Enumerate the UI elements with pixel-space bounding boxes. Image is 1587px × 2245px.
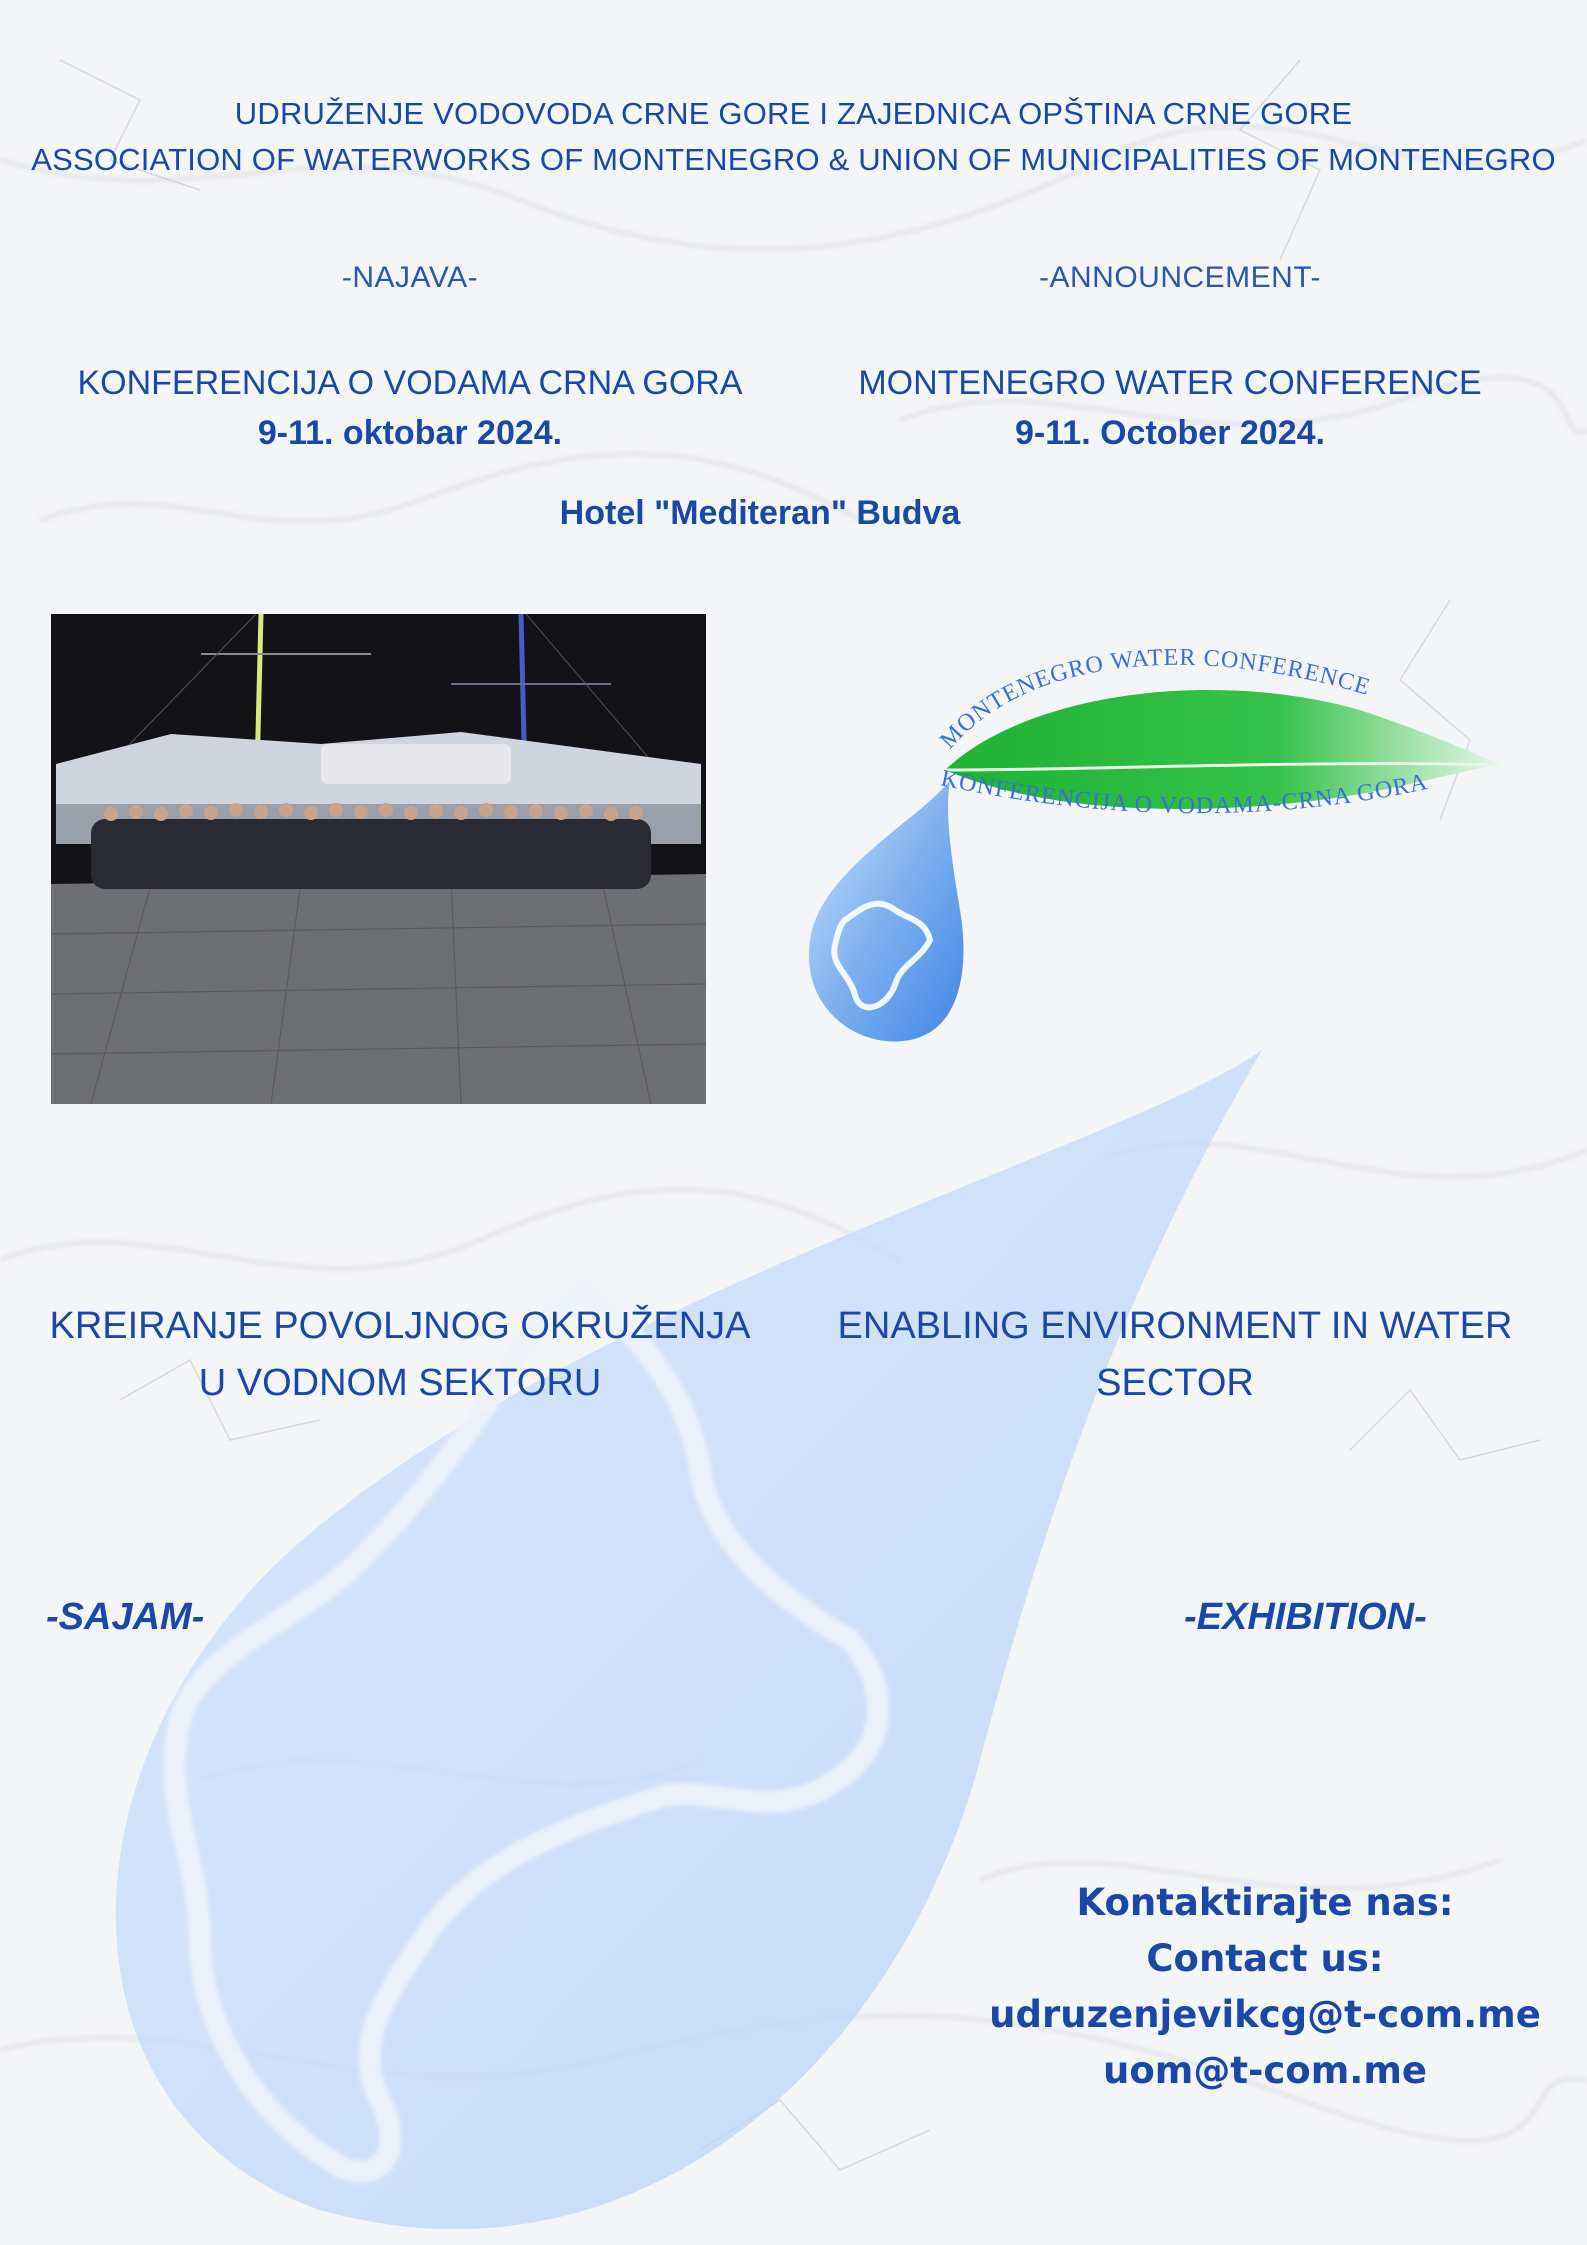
header-line-2: ASSOCIATION OF WATERWORKS OF MONTENEGRO & UNION OF MUNICIPALITIES OF MONTENEGRO xyxy=(31,142,1556,177)
contact-label-local: Kontaktirajte nas: xyxy=(1076,1881,1454,1924)
announce-left: -NAJAVA- xyxy=(341,261,479,294)
venue: Hotel "Mediteran" Budva xyxy=(559,494,961,532)
contact-email-1[interactable]: udruzenjevikcg@t-com.me xyxy=(989,1993,1541,2036)
logo-arc-top: MONTENEGRO WATER CONFERENCE xyxy=(935,644,1374,754)
exhibition-local: -SAJAM- xyxy=(46,1596,205,1638)
conference-logo xyxy=(800,620,1520,1060)
group-photo xyxy=(51,614,706,1104)
theme-local-line-2: U VODNOM SEKTORU xyxy=(198,1362,602,1404)
theme-local-line-1: KREIRANJE POVOLJNOG OKRUŽENJA xyxy=(49,1305,751,1347)
theme-english-line-2: SECTOR xyxy=(1096,1362,1254,1404)
conference-title-local: KONFERENCIJA O VODAMA CRNA GORA xyxy=(77,364,743,402)
announce-right: -ANNOUNCEMENT- xyxy=(1039,261,1321,294)
conference-date-english: 9-11. October 2024. xyxy=(1015,414,1325,452)
contact-email-2[interactable]: uom@t-com.me xyxy=(1103,2049,1427,2092)
conference-date-local: 9-11. oktobar 2024. xyxy=(257,414,563,452)
exhibition-english: -EXHIBITION- xyxy=(1184,1596,1427,1638)
header-line-1: UDRUŽENJE VODOVODA CRNE GORE I ZAJEDNICA OPŠTINA CRNE GORE xyxy=(234,96,1353,131)
conference-title-english: MONTENEGRO WATER CONFERENCE xyxy=(858,364,1482,402)
logo-arc-bottom: KONFERENCIJA O VODAMA-CRNA GORA xyxy=(938,765,1431,820)
theme-english-line-1: ENABLING ENVIRONMENT IN WATER xyxy=(837,1305,1513,1347)
contact-label-english: Contact us: xyxy=(1146,1937,1384,1980)
contact-block xyxy=(950,1875,1580,2099)
